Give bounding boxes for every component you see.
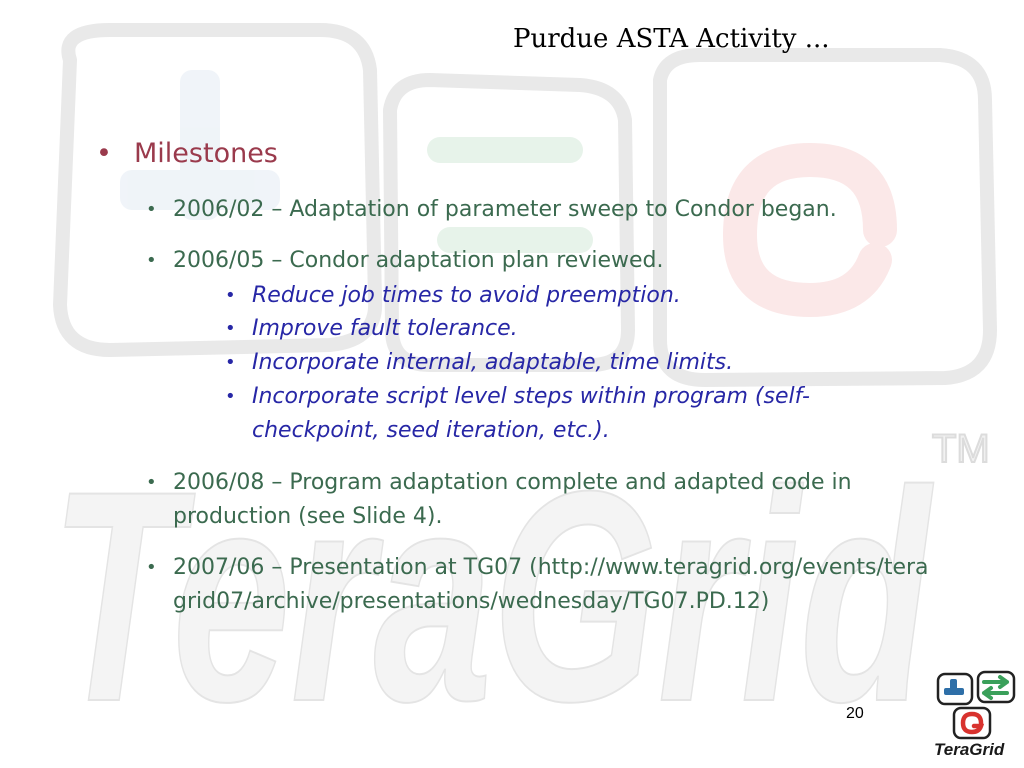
subitem-text: Improve fault tolerance.: [252, 316, 518, 341]
bullet-icon: •: [225, 318, 236, 339]
milestone-text: 2006/08 – Program adaptation complete and adapted code in production (see Slide 4).: [173, 470, 852, 529]
heading-text: Milestones: [134, 138, 278, 169]
bullet-icon: •: [146, 250, 157, 271]
svg-text:TeraGrid: TeraGrid: [50, 428, 937, 764]
milestone-text: 2006/02 – Adaptation of parameter sweep to Condor began.: [173, 197, 837, 222]
subitem-text: Incorporate script level steps within program (self-checkpoint, seed iteration, etc.).: [252, 384, 810, 443]
bullet-icon: •: [225, 386, 236, 407]
subitem-text: Reduce job times to avoid preemption.: [252, 283, 681, 308]
milestone-text: 2006/05 – Condor adaptation plan reviewed.: [173, 248, 664, 273]
bullet-icon: •: [146, 472, 157, 493]
bullet-icon: •: [225, 352, 236, 373]
bullet-icon: •: [96, 138, 112, 169]
logo-brand-text: TeraGrid: [934, 740, 1005, 759]
svg-text:TM: TM: [932, 427, 990, 471]
slide-title: Purdue ASTA Activity ...: [513, 24, 830, 54]
subitem-text: Incorporate internal, adaptable, time limits.: [252, 350, 734, 375]
bullet-icon: •: [146, 199, 157, 220]
page-number: 20: [846, 705, 864, 722]
bullet-icon: •: [146, 557, 157, 578]
bullet-icon: •: [225, 285, 236, 306]
milestone-text: 2007/06 – Presentation at TG07 (http://www.teragrid.org/events/teragrid07/archive/presentations/wednesday/TG07.PD.12): [173, 555, 929, 614]
